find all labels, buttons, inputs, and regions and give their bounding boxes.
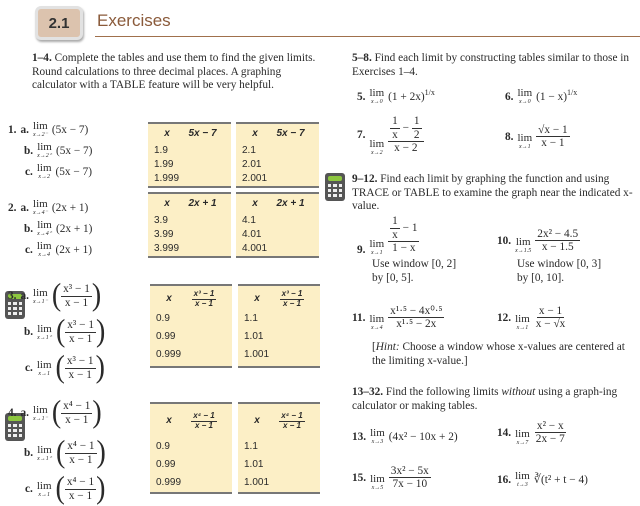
exercise-7 — [357, 114, 424, 156]
lim-sub: x→4 — [371, 324, 383, 331]
lim-word: lim — [515, 312, 530, 325]
lim-sub: x→2⁺ — [37, 153, 52, 159]
x-value: 1.9 — [154, 145, 168, 156]
fraction — [536, 124, 570, 150]
instructions-13-32 — [352, 386, 637, 413]
lim-word: lim — [370, 427, 385, 439]
exercise-number: 11. — [352, 311, 366, 324]
fraction — [388, 305, 444, 331]
numerator: 1 — [392, 215, 398, 228]
left-paren: ( — [51, 394, 62, 431]
part-label: c. — [25, 243, 33, 256]
lim-sub: x→3 — [371, 439, 384, 445]
x-value: 1.1 — [244, 441, 258, 452]
lim-sub: x→1 — [370, 250, 383, 256]
limit — [33, 405, 48, 422]
limit — [37, 163, 52, 180]
col-f — [192, 290, 217, 309]
value-table — [238, 284, 320, 368]
lim-sub: x→1⁺ — [37, 455, 52, 462]
limit — [37, 324, 52, 341]
x-value: 0.999 — [156, 349, 182, 360]
x-value: 1.01 — [244, 331, 264, 342]
col-f: 5x − 7 — [276, 127, 305, 139]
col-f: 5x − 7 — [188, 127, 217, 139]
exercise-15 — [352, 465, 431, 491]
x-value: 4.001 — [242, 243, 268, 254]
part-label: a. — [20, 123, 29, 136]
x-value: 3.999 — [154, 243, 180, 254]
denominator: 7x − 10 — [392, 478, 428, 491]
limit — [517, 133, 532, 150]
x-value: 1.001 — [244, 477, 270, 488]
lim-word: lim — [37, 219, 52, 231]
window-note-10 — [517, 258, 601, 285]
col-f: 2x + 1 — [276, 197, 305, 209]
right-paren: ) — [95, 349, 105, 386]
numerator: x⁴ − 1 — [67, 440, 95, 453]
range-label: 5–8. — [352, 52, 372, 64]
limit — [515, 237, 531, 254]
exercise-4c — [25, 470, 106, 506]
fraction — [534, 305, 568, 331]
lim-word: lim — [33, 403, 48, 416]
numerator: 2x² − 4.5 — [537, 228, 579, 240]
lim-sub: t→3 — [517, 482, 528, 488]
expression: (2x + 1) — [55, 222, 93, 235]
fraction — [389, 465, 431, 491]
exercise-1a — [8, 121, 88, 138]
x-value: 2.001 — [242, 173, 268, 184]
lim-sub: x→1⁻ — [32, 298, 48, 305]
hint — [372, 341, 634, 368]
instructions-9-12 — [352, 173, 637, 214]
fraction — [65, 319, 96, 345]
part-label: b. — [24, 326, 34, 338]
x-value: 2.1 — [242, 145, 256, 156]
limit — [33, 121, 48, 138]
lim-word: lim — [515, 470, 530, 482]
section-title: Exercises — [97, 11, 171, 30]
numerator: x³ − 1 — [63, 283, 90, 296]
col-x: x — [254, 292, 260, 304]
col-x: x — [252, 127, 258, 139]
exercise-2b — [24, 220, 92, 237]
lim-word: lim — [37, 322, 52, 335]
expression: (1 + 2x) — [388, 90, 425, 103]
limit — [33, 199, 48, 216]
col-x: x — [252, 197, 258, 209]
x-value: 0.99 — [156, 331, 176, 342]
denominator: x − 1 — [282, 420, 301, 430]
title-rule — [95, 36, 640, 37]
lim-word: lim — [36, 358, 52, 371]
lim-sub: x→1.5 — [515, 247, 532, 254]
denominator: x − 1 — [194, 420, 213, 430]
instructions-1-4 — [32, 52, 324, 93]
lim-word: lim — [33, 286, 48, 299]
col-x: x — [254, 414, 260, 426]
lim-sub: x→1 — [38, 370, 51, 377]
x-value: 1.001 — [244, 349, 270, 360]
exercise-2c — [25, 241, 92, 258]
x-value: 1.1 — [244, 313, 258, 324]
exercise-1c — [25, 163, 92, 180]
lim-sub: x→2 — [38, 174, 51, 180]
window-text: Use window [0, 2] — [372, 258, 457, 270]
expression: (5x − 7) — [55, 165, 93, 178]
section-badge — [35, 6, 83, 40]
lim-sub: x→4⁺ — [37, 231, 52, 237]
x-value: 1.999 — [154, 173, 180, 184]
expression: (5x − 7) — [51, 123, 89, 136]
lim-word: lim — [36, 162, 52, 174]
part-label: a. — [20, 290, 29, 302]
exercise-number: 9. — [357, 244, 366, 256]
col-f — [191, 412, 216, 431]
numerator: x³ − 1 — [281, 288, 303, 298]
part-label: b. — [24, 447, 34, 459]
exercise-3c — [25, 349, 105, 386]
col-x: x — [164, 127, 170, 139]
lim-word: lim — [515, 235, 531, 248]
expression: (2x + 1) — [51, 201, 89, 214]
exercise-3b — [24, 313, 106, 350]
denominator: 2x − 7 — [535, 433, 565, 446]
exercise-13 — [352, 428, 458, 445]
fraction — [65, 355, 96, 381]
value-table — [238, 402, 320, 494]
lim-sub: x→2⁻ — [32, 132, 48, 138]
numerator: x³ − 1 — [67, 319, 94, 332]
x-value: 1.01 — [244, 459, 264, 470]
col-x: x — [164, 197, 170, 209]
x-value: 4.01 — [242, 229, 262, 240]
part-label: b. — [24, 222, 34, 235]
window-text: Use window [0, 3] — [517, 258, 602, 270]
lim-sub: x→2 — [370, 150, 383, 156]
col-f — [280, 290, 305, 309]
exercise-2a — [8, 199, 88, 216]
exercise-number: 16. — [497, 473, 512, 486]
fraction — [388, 215, 419, 254]
expression: (1 − x) — [536, 90, 567, 103]
x-value: 0.9 — [156, 313, 170, 324]
instructions-text: Complete the tables and use them to find the given limits. Round calculations to three decimal places. A graphing calculator with a TABLE feature will be very helpful. — [32, 52, 316, 92]
fraction — [388, 115, 423, 154]
lim-sub: x→1 — [518, 143, 531, 150]
lim-word: lim — [36, 479, 52, 492]
section-number: 2.1 — [48, 14, 70, 32]
instructions-text: Find the following limits — [385, 386, 502, 398]
exercise-12 — [497, 305, 567, 331]
col-x: x — [166, 414, 172, 426]
exercise-4a — [8, 394, 102, 431]
lim-word: lim — [37, 141, 52, 153]
denominator: x − 1 — [68, 332, 93, 345]
instructions-5-8 — [352, 52, 637, 79]
left-paren: ( — [55, 434, 66, 471]
numerator: x⁴ − 1 — [193, 410, 215, 420]
lim-word: lim — [369, 238, 385, 250]
part-label: c. — [25, 165, 33, 178]
limit — [515, 471, 530, 488]
value-table — [150, 284, 232, 368]
left-paren: ( — [55, 470, 65, 506]
x-value: 3.9 — [154, 215, 168, 226]
range-label: 9–12. — [352, 173, 378, 185]
lim-word: lim — [369, 87, 385, 99]
limit — [370, 474, 385, 491]
numerator: √x − 1 — [538, 124, 568, 136]
fraction — [534, 420, 567, 446]
limit — [369, 139, 384, 156]
right-paren: ) — [96, 470, 106, 506]
limit — [369, 88, 384, 105]
lim-word: lim — [370, 472, 385, 485]
numerator: x⁴ − 1 — [66, 476, 95, 489]
limit — [37, 241, 52, 258]
lim-word: lim — [369, 138, 385, 150]
limit — [33, 288, 48, 305]
denominator: x − 1 — [68, 489, 93, 502]
instructions-text: Find each limit by constructing tables similar to those in Exercises 1–4. — [352, 52, 630, 78]
exercise-16 — [497, 471, 588, 488]
exercise-number: 4. — [8, 407, 17, 419]
hint-label: Hint: — [375, 341, 400, 353]
part-label: a. — [20, 201, 29, 214]
expression: ∛(t² + t − 4) — [533, 474, 588, 486]
limit — [370, 314, 385, 331]
fraction — [65, 440, 96, 466]
exercise-14 — [497, 420, 567, 446]
exercise-number: 10. — [497, 234, 512, 247]
exercise-4b — [24, 434, 106, 471]
lim-sub: x→5 — [371, 484, 384, 491]
x-value: 0.99 — [156, 459, 176, 470]
instructions-text: using a graph-ing calculator or making tables. — [352, 386, 618, 412]
exercise-number: 12. — [497, 311, 512, 324]
right-paren: ) — [91, 277, 102, 314]
exercise-number: 2. — [8, 201, 17, 214]
numerator: 3x² − 5x — [390, 465, 429, 477]
x-value: 0.9 — [156, 441, 170, 452]
value-table — [148, 122, 231, 188]
range-label: 1–4. — [32, 52, 52, 64]
exercise-10 — [497, 228, 580, 254]
numerator: x³ − 1 — [66, 355, 94, 368]
numerator: x⁴ − 1 — [281, 410, 303, 420]
part-label: c. — [25, 362, 33, 374]
left-paren: ( — [55, 313, 66, 350]
left-paren: ( — [51, 277, 62, 314]
numerator: x − 1 — [538, 305, 563, 317]
denominator: x − 1 — [65, 413, 89, 426]
window-text: by [0, 5]. — [372, 271, 414, 284]
denominator: x — [392, 228, 398, 241]
range-label: 13–32. — [352, 386, 384, 398]
calculator-icon — [325, 173, 345, 201]
instructions-text: Find each limit by graphing the function and using TRACE or TABLE to examine the graph near the indicated x-value. — [352, 173, 633, 213]
lim-word: lim — [517, 131, 533, 144]
exercise-number: 8. — [505, 130, 514, 143]
denominator: x − 1 — [64, 296, 89, 309]
denominator: x − 1.5 — [541, 241, 574, 254]
expression: (5x − 7) — [55, 144, 93, 157]
emphasis: without — [501, 386, 536, 398]
expression: (2x + 1) — [55, 243, 93, 256]
value-table — [150, 402, 232, 494]
numerator: x⁴ − 1 — [63, 400, 91, 413]
fraction — [61, 283, 92, 309]
numerator: x² − x — [536, 420, 564, 432]
right-paren: ) — [96, 434, 106, 471]
limit — [370, 428, 385, 445]
lim-word: lim — [36, 240, 52, 252]
lim-word: lim — [33, 120, 48, 132]
part-label: c. — [25, 483, 33, 495]
hint-text: Choose a window whose x-values are centered at the limiting x-value.] — [372, 341, 625, 367]
lim-word: lim — [515, 427, 530, 440]
numerator: 1 — [392, 115, 398, 128]
lim-sub: x→4⁻ — [32, 210, 48, 216]
exercise-6 — [505, 88, 577, 105]
limit — [37, 360, 52, 377]
exercise-5 — [357, 88, 435, 105]
exercise-number: 6. — [505, 90, 514, 103]
lim-word: lim — [37, 443, 52, 456]
exercise-number: 13. — [352, 430, 367, 443]
value-table — [148, 192, 231, 258]
col-f: 2x + 1 — [188, 197, 217, 209]
lim-sub: x→0 — [518, 99, 531, 105]
col-x: x — [166, 292, 172, 304]
lim-sub: x→1 — [38, 491, 51, 498]
denominator: x − 1 — [194, 298, 213, 308]
window-text: by [0, 10]. — [517, 271, 565, 284]
exercise-number: 14. — [497, 426, 512, 439]
limit — [37, 142, 52, 159]
denominator: x − 1 — [68, 368, 92, 381]
denominator: x — [392, 128, 398, 141]
numerator: x³ − 1 — [193, 288, 215, 298]
denominator: 1 − x — [392, 242, 416, 255]
expression: − 1 — [402, 222, 418, 235]
limit — [37, 445, 52, 462]
exercise-1b — [24, 142, 92, 159]
left-paren: ( — [55, 349, 65, 386]
exercise-11 — [352, 305, 444, 331]
lim-word: lim — [369, 312, 385, 325]
numerator: 1 — [413, 115, 420, 128]
exercise-number: 1. — [8, 123, 17, 136]
lim-sub: x→4 — [38, 252, 51, 258]
lim-word: lim — [517, 87, 533, 99]
limit — [515, 314, 530, 331]
limit — [37, 481, 52, 498]
lim-sub: x→1 — [516, 324, 529, 331]
exercise-3a — [8, 277, 102, 314]
limit — [37, 220, 52, 237]
fraction — [535, 228, 580, 254]
numerator: x¹·⁵ − 4x⁰·⁵ — [390, 305, 443, 317]
denominator: x − 1 — [282, 298, 301, 308]
denominator: 2 — [413, 128, 420, 141]
limit — [369, 239, 384, 256]
x-value: 0.999 — [156, 477, 182, 488]
right-paren: ) — [96, 313, 106, 350]
value-table — [236, 192, 319, 258]
x-value: 4.1 — [242, 215, 256, 226]
lim-sub: x→7 — [516, 439, 529, 446]
exponent: 1/x — [424, 88, 435, 97]
right-paren: ) — [92, 394, 102, 431]
x-value: 2.01 — [242, 159, 262, 170]
exercise-9 — [357, 214, 419, 256]
exercise-number: 15. — [352, 471, 367, 484]
bracket: [ — [372, 341, 376, 353]
window-note-9 — [372, 258, 456, 285]
x-value: 3.99 — [154, 229, 174, 240]
exercise-number: 7. — [357, 129, 366, 141]
denominator: x¹·⁵ − 2x — [396, 318, 437, 331]
value-table — [236, 122, 319, 188]
part-label: b. — [24, 144, 34, 157]
fraction — [61, 400, 92, 426]
denominator: x − 1 — [541, 137, 565, 150]
x-value: 1.99 — [154, 159, 174, 170]
fraction — [65, 476, 96, 502]
exponent: 1/x — [567, 88, 578, 97]
denominator: x − √x — [535, 318, 566, 331]
lim-sub: x→0 — [370, 99, 383, 105]
col-f — [279, 412, 304, 431]
exercise-number: 3. — [8, 290, 17, 302]
lim-sub: x→1⁻ — [32, 415, 48, 422]
lim-word: lim — [33, 198, 48, 210]
limit — [515, 429, 530, 446]
minus: − — [402, 122, 410, 135]
denominator: x − 2 — [394, 142, 418, 155]
exercise-number: 5. — [357, 90, 366, 103]
denominator: x − 1 — [69, 453, 93, 466]
limit — [517, 88, 532, 105]
exercise-8 — [505, 124, 570, 150]
lim-sub: x→1⁺ — [37, 334, 52, 341]
expression: (4x² − 10x + 2) — [388, 430, 458, 443]
part-label: a. — [20, 407, 29, 419]
